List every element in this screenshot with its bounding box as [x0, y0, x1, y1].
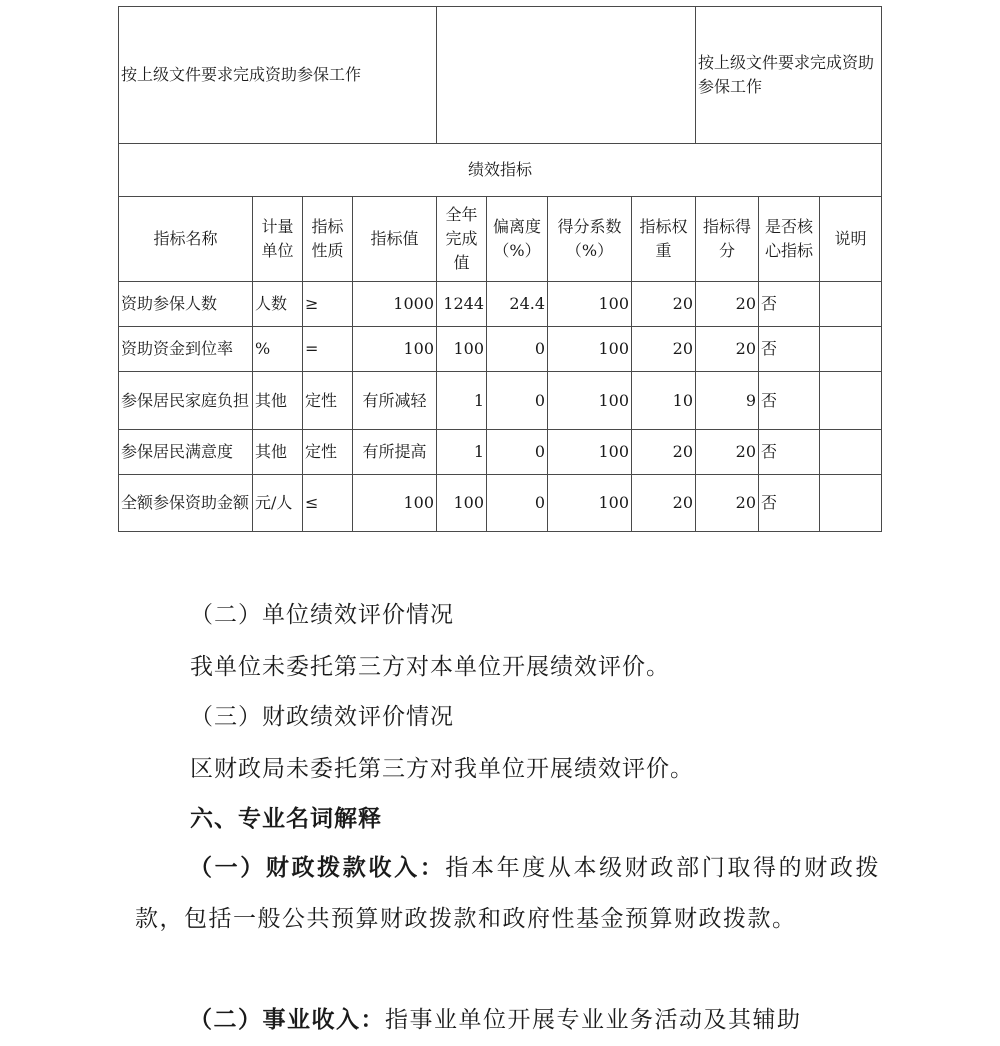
heading-unit-eval: （二）单位绩效评价情况: [190, 602, 454, 628]
weight-cell: 20: [632, 327, 696, 372]
note-cell: [820, 372, 882, 430]
target-cell: 1000: [353, 282, 437, 327]
header-cell: 偏离度（%）: [487, 197, 548, 282]
term-2-text: 指事业单位开展专业业务活动及其辅助: [385, 1007, 802, 1033]
actual-cell: 100: [437, 327, 487, 372]
nature-cell: ≥: [303, 282, 353, 327]
goal-cell-middle: [437, 7, 696, 144]
table-row: [119, 7, 882, 144]
indicator-name: 资助参保人数: [119, 282, 253, 327]
term-1-paragraph: [135, 842, 880, 945]
deviation-cell: 0: [487, 475, 548, 532]
header-cell: 指标值: [353, 197, 437, 282]
header-cell: 指标权重: [632, 197, 696, 282]
nature-cell: =: [303, 327, 353, 372]
term-2-paragraph: [135, 994, 880, 1046]
goal-cell-left: 按上级文件要求完成资助参保工作: [119, 7, 437, 144]
term-2-label: （二）事业收入：: [189, 1006, 385, 1033]
unit-cell: 人数: [253, 282, 303, 327]
term-1-text: 指本年度从本级财政部门取得的财政拨款，包括一般公共预算财政拨款和政府性基金预算财政拨款。: [135, 855, 881, 932]
goal-cell-right: 按上级文件要求完成资助参保工作: [696, 7, 882, 144]
unit-cell: 元/人: [253, 475, 303, 532]
indicator-name: 参保居民家庭负担: [119, 372, 253, 430]
actual-cell: 1: [437, 372, 487, 430]
score-cell: 20: [696, 475, 759, 532]
header-cell: 指标性质: [303, 197, 353, 282]
table-row: [119, 430, 882, 475]
actual-cell: 100: [437, 475, 487, 532]
coef-cell: 100: [548, 475, 632, 532]
unit-cell: 其他: [253, 372, 303, 430]
unit-cell: 其他: [253, 430, 303, 475]
target-cell: 有所减轻: [353, 372, 437, 430]
target-cell: 100: [353, 475, 437, 532]
term-1-label: （一）财政拨款收入：: [189, 854, 446, 881]
table-row: [119, 475, 882, 532]
coef-cell: 100: [548, 327, 632, 372]
core-cell: 否: [759, 475, 820, 532]
nature-cell: 定性: [303, 372, 353, 430]
deviation-cell: 0: [487, 327, 548, 372]
heading-fin-eval: （三）财政绩效评价情况: [190, 704, 454, 730]
table-row: [119, 327, 882, 372]
note-cell: [820, 327, 882, 372]
header-cell: 全年完成值: [437, 197, 487, 282]
header-cell: 得分系数（%）: [548, 197, 632, 282]
nature-cell: 定性: [303, 430, 353, 475]
actual-cell: 1244: [437, 282, 487, 327]
score-cell: 20: [696, 282, 759, 327]
weight-cell: 20: [632, 282, 696, 327]
deviation-cell: 0: [487, 372, 548, 430]
indicator-name: 资助资金到位率: [119, 327, 253, 372]
table-row: [119, 372, 882, 430]
coef-cell: 100: [548, 282, 632, 327]
weight-cell: 10: [632, 372, 696, 430]
table-row: [119, 282, 882, 327]
header-cell: 是否核心指标: [759, 197, 820, 282]
coef-cell: 100: [548, 430, 632, 475]
header-cell: 说明: [820, 197, 882, 282]
note-cell: [820, 282, 882, 327]
score-cell: 20: [696, 430, 759, 475]
nature-cell: ≤: [303, 475, 353, 532]
coef-cell: 100: [548, 372, 632, 430]
paragraph-fin-eval: 区财政局未委托第三方对我单位开展绩效评价。: [190, 756, 694, 782]
target-cell: 有所提高: [353, 430, 437, 475]
deviation-cell: 24.4: [487, 282, 548, 327]
header-cell: 指标得分: [696, 197, 759, 282]
header-cell: 指标名称: [119, 197, 253, 282]
heading-terms: 六、专业名词解释: [190, 805, 382, 832]
core-cell: 否: [759, 372, 820, 430]
weight-cell: 20: [632, 430, 696, 475]
score-cell: 9: [696, 372, 759, 430]
core-cell: 否: [759, 430, 820, 475]
unit-cell: %: [253, 327, 303, 372]
paragraph-unit-eval: 我单位未委托第三方对本单位开展绩效评价。: [190, 654, 670, 680]
score-cell: 20: [696, 327, 759, 372]
table-header-row: [119, 197, 882, 282]
header-cell: 计量单位: [253, 197, 303, 282]
actual-cell: 1: [437, 430, 487, 475]
table-row: [119, 144, 882, 197]
note-cell: [820, 430, 882, 475]
weight-cell: 20: [632, 475, 696, 532]
core-cell: 否: [759, 282, 820, 327]
core-cell: 否: [759, 327, 820, 372]
section-title-cell: 绩效指标: [119, 144, 882, 197]
performance-table: [118, 6, 882, 532]
deviation-cell: 0: [487, 430, 548, 475]
indicator-name: 全额参保资助金额: [119, 475, 253, 532]
note-cell: [820, 475, 882, 532]
target-cell: 100: [353, 327, 437, 372]
indicator-name: 参保居民满意度: [119, 430, 253, 475]
